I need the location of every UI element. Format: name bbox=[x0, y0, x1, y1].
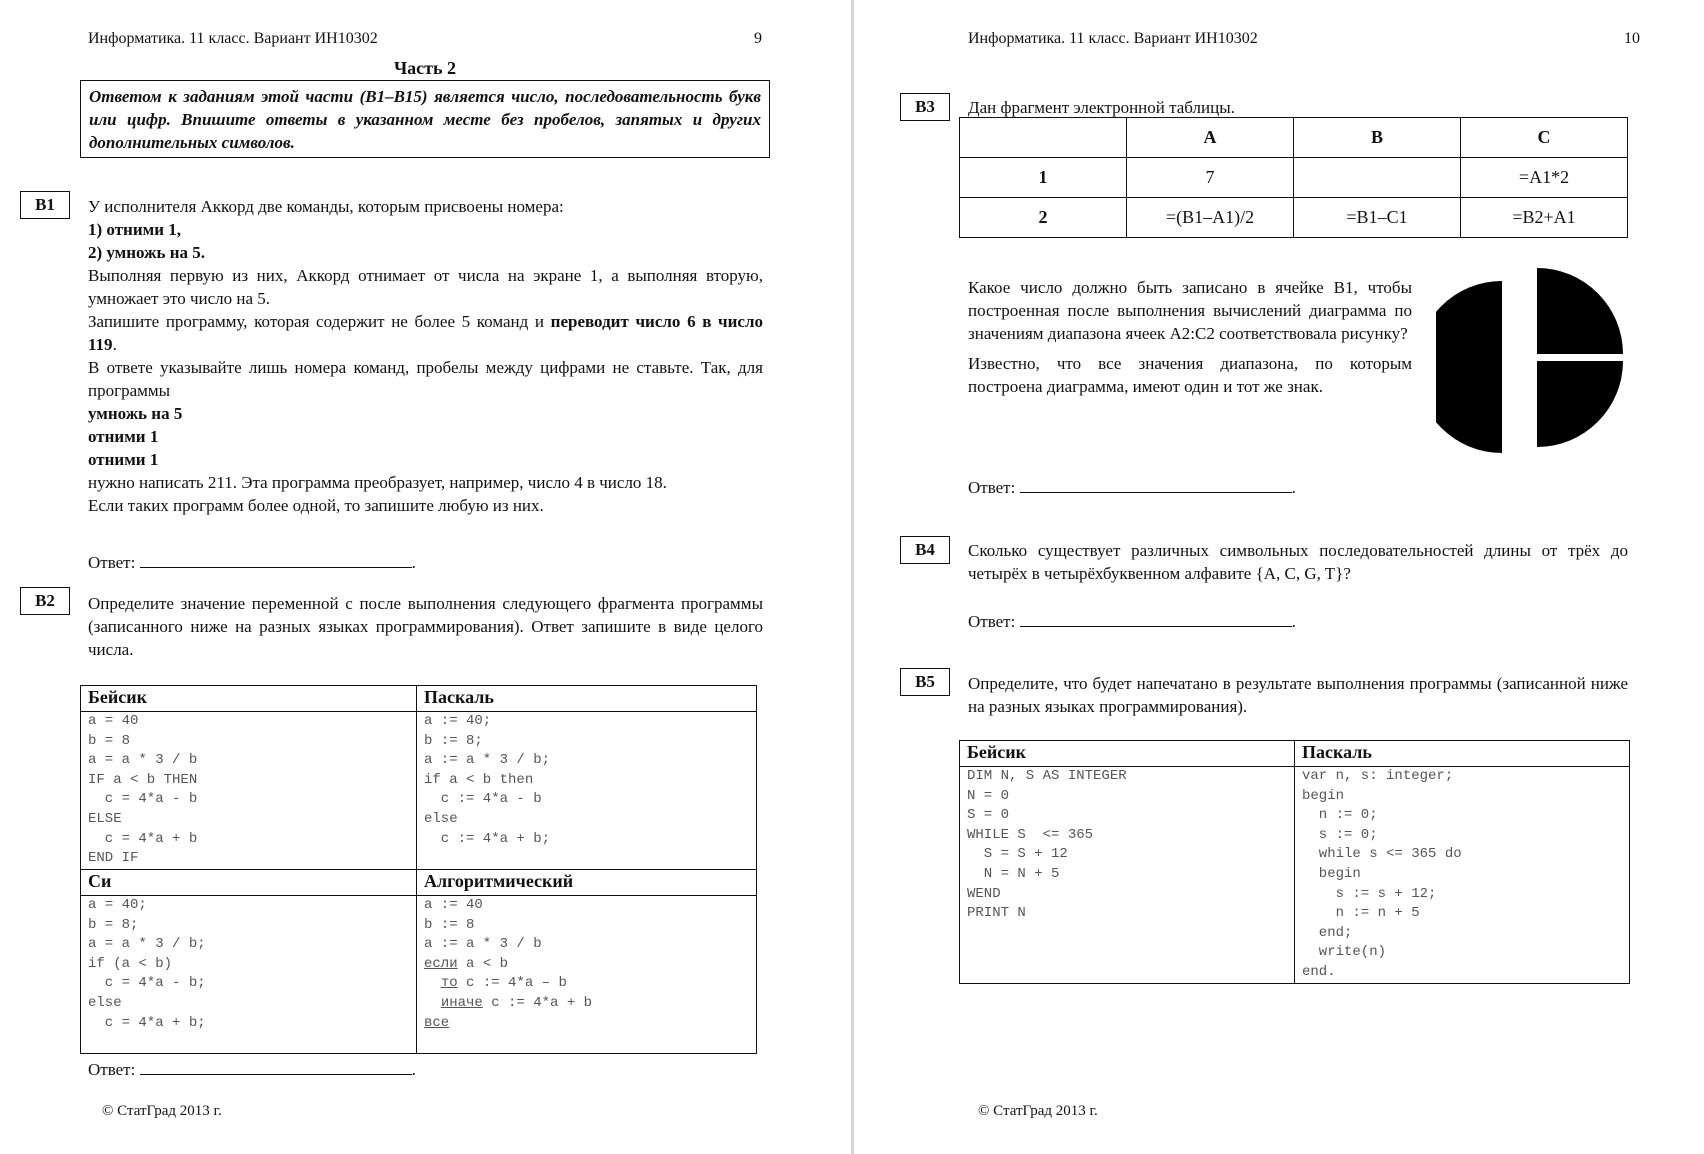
b1-intro: У исполнителя Аккорд две команды, которым присвоены номера: bbox=[88, 197, 564, 216]
b1-answer-line: Ответ: . bbox=[88, 553, 416, 572]
answer-label: Ответ: bbox=[88, 553, 136, 572]
b2-code-table bbox=[80, 685, 757, 1054]
b2-question: Определите значение переменной c после выполнения следующего фрагмента программы (записанного ниже на разных языках программирования). Ответ запишите в виде целого числа. bbox=[88, 594, 763, 659]
b3-intro: Дан фрагмент электронной таблицы. bbox=[968, 98, 1235, 117]
sheet-cell-c2: =B2+A1 bbox=[1461, 198, 1628, 238]
page-right bbox=[854, 0, 1704, 1154]
sheet-corner-cell bbox=[960, 118, 1127, 158]
b1-example-line: отними 1 bbox=[88, 427, 159, 446]
sheet-row-header: 2 bbox=[960, 198, 1127, 238]
b1-task-text: Запишите программу, которая содержит не более 5 команд и переводит число 6 в число 119. bbox=[88, 312, 763, 354]
task-label-b3: B3 bbox=[900, 93, 950, 121]
b5-code-table bbox=[959, 740, 1630, 984]
part-instructions: Ответом к заданиям этой части (В1–В15) является число, последовательность букв или цифр. Впишите ответы в указанном месте без пробелов, запятых и других дополнительных символов. bbox=[80, 80, 770, 158]
page-header: Информатика. 11 класс. Вариант ИН10302 bbox=[88, 30, 378, 47]
task-label-b5: B5 bbox=[900, 668, 950, 696]
task-label-b4: B4 bbox=[900, 536, 950, 564]
b5-header-basic: Бейсик bbox=[960, 741, 1295, 767]
answer-label: Ответ: bbox=[968, 612, 1016, 631]
b1-example-line: отними 1 bbox=[88, 450, 159, 469]
b3-answer-field[interactable] bbox=[1020, 478, 1292, 493]
page-header: Информатика. 11 класс. Вариант ИН10302 bbox=[968, 30, 1258, 47]
b1-description: Выполняя первую из них, Аккорд отнимает от числа на экране 1, а выполняя вторую, умножает это число на 5. bbox=[88, 266, 763, 308]
b2-header-algorithmic: Алгоритмический bbox=[417, 870, 757, 896]
b2-code-c: a = 40; b = 8; a = a * 3 / b; if (a < b) c = 4*a - b; else c = 4*a + b; bbox=[88, 897, 206, 1031]
b1-example-line: умножь на 5 bbox=[88, 404, 183, 423]
pie-slice bbox=[1537, 268, 1623, 354]
b5-question: Определите, что будет напечатано в результате выполнения программы (записанной ниже на разных языках программирования). bbox=[968, 674, 1628, 716]
b1-example-result: нужно написать 211. Эта программа преобразует, например, число 4 в число 18. bbox=[88, 473, 667, 492]
sheet-cell-c1: =A1*2 bbox=[1461, 158, 1628, 198]
b1-command-1: 1) отними 1, bbox=[88, 220, 182, 239]
b3-pie-chart bbox=[1436, 268, 1624, 458]
part-title: Часть 2 bbox=[393, 58, 457, 78]
sheet-row-header: 1 bbox=[960, 158, 1127, 198]
sheet-cell-b2: =B1–C1 bbox=[1294, 198, 1461, 238]
answer-label: Ответ: bbox=[968, 478, 1016, 497]
pie-slice bbox=[1436, 281, 1502, 453]
b5-code-pascal: var n, s: integer; begin n := 0; s := 0; while s <= 365 do begin s := s + 12; n := n + 5 end; write(n) end. bbox=[1302, 768, 1462, 980]
task-b1 bbox=[88, 195, 763, 517]
b2-header-basic: Бейсик bbox=[81, 686, 417, 712]
page-left bbox=[0, 0, 851, 1154]
b4-answer-field[interactable] bbox=[1020, 612, 1292, 627]
b3-question-main: Какое число должно быть записано в ячейке B1, чтобы построенная после выполнения вычислений диаграмма по значениям диапазона ячеек A2:C2 соответствовала рисунку? bbox=[968, 278, 1412, 343]
answer-label: Ответ: bbox=[88, 1060, 136, 1079]
b2-code-algorithmic: a := 40 b := 8 a := a * 3 / b если a < b то c := 4*a – b иначе c := 4*a + b все bbox=[424, 897, 593, 1031]
b5-code-basic: DIM N, S AS INTEGER N = 0 S = 0 WHILE S <= 365 S = S + 12 N = N + 5 WEND PRINT N bbox=[967, 768, 1127, 922]
sheet-cell-a1: 7 bbox=[1127, 158, 1294, 198]
b2-code-basic: a = 40 b = 8 a = a * 3 / b IF a < b THEN c = 4*a - b ELSE c = 4*a + b END IF bbox=[88, 713, 198, 867]
task-label-b2: B2 bbox=[20, 587, 70, 615]
b2-answer-field[interactable] bbox=[140, 1060, 412, 1075]
pie-slice bbox=[1537, 361, 1623, 447]
page-footer: © СтатГрад 2013 г. bbox=[978, 1103, 1098, 1119]
task-label-b1: B1 bbox=[20, 191, 70, 219]
b5-header-pascal: Паскаль bbox=[1295, 741, 1630, 767]
b4-question: Сколько существует различных символьных последовательностей длины от трёх до четырёх в четырёхбуквенном алфавите {A, C, G, T}? bbox=[968, 541, 1628, 583]
b2-code-pascal: a := 40; b := 8; a := a * 3 / b; if a < b then c := 4*a - b else c := 4*a + b; bbox=[424, 713, 551, 847]
b2-header-c: Си bbox=[81, 870, 417, 896]
b3-question-note: Известно, что все значения диапазона, по которым построена диаграмма, имеют один и тот же знак. bbox=[968, 354, 1412, 396]
sheet-col-header: C bbox=[1461, 118, 1628, 158]
b1-answer-field[interactable] bbox=[140, 553, 412, 568]
b1-format-note: В ответе указывайте лишь номера команд, пробелы между цифрами не ставьте. Так, для программы bbox=[88, 358, 763, 400]
b3-question bbox=[968, 276, 1412, 398]
page-number: 9 bbox=[754, 30, 762, 47]
page-number: 10 bbox=[1624, 30, 1640, 47]
b3-answer-line: Ответ: . bbox=[968, 478, 1296, 497]
sheet-col-header: B bbox=[1294, 118, 1461, 158]
b4-answer-line: Ответ: . bbox=[968, 612, 1296, 631]
sheet-cell-b1 bbox=[1294, 158, 1461, 198]
b2-header-pascal: Паскаль bbox=[417, 686, 757, 712]
sheet-col-header: A bbox=[1127, 118, 1294, 158]
sheet-cell-a2: =(B1–A1)/2 bbox=[1127, 198, 1294, 238]
page-footer: © СтатГрад 2013 г. bbox=[102, 1103, 222, 1119]
b1-command-2: 2) умножь на 5. bbox=[88, 243, 205, 262]
b2-answer-line: Ответ: . bbox=[88, 1060, 416, 1079]
b3-spreadsheet bbox=[959, 117, 1628, 238]
b1-multiple-note: Если таких программ более одной, то запишите любую из них. bbox=[88, 496, 544, 515]
